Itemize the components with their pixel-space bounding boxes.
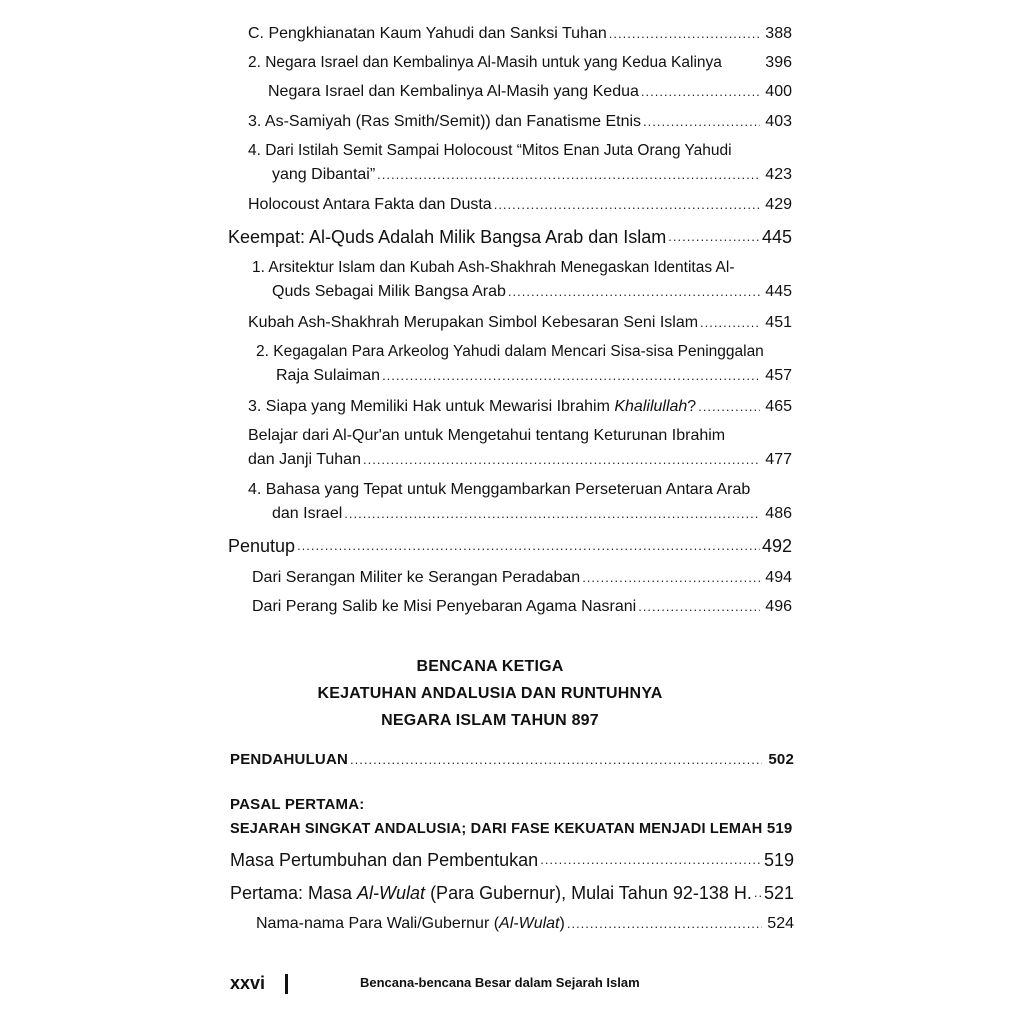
toc-entry-title: PENDAHULUAN	[230, 751, 349, 768]
toc-entry-title-suffix: ?	[687, 398, 697, 415]
toc-entry-page: 403	[765, 113, 792, 130]
toc-entry-title-line2: yang Dibantai”	[272, 166, 376, 183]
toc-entry	[230, 849, 794, 871]
toc-entry-page: 519	[766, 820, 793, 837]
toc-entry-title-suffix: )	[559, 915, 565, 932]
toc-entry-title: Dari Serangan Militer ke Serangan Peradaban	[252, 569, 581, 586]
toc-entry-title-italic: Khalilullah	[614, 398, 688, 415]
toc-entry-page: 445	[761, 227, 792, 247]
toc-entry-title: Negara Israel dan Kembalinya Al-Masih yang Kedua	[268, 83, 639, 100]
toc-entry	[248, 450, 792, 470]
toc-entry	[228, 535, 792, 557]
toc-entry-title-line1: 1. Arsitektur Islam dan Kubah Ash-Shakhrah Menegaskan Identitas Al-	[252, 259, 735, 276]
toc-entry	[230, 882, 794, 904]
toc-entry-title: 2. Negara Israel dan Kembalinya Al-Masih untuk yang Kedua Kalinya	[248, 54, 722, 71]
toc-entry-title-text: Pertama: Masa	[230, 883, 358, 903]
toc-entry	[248, 53, 792, 73]
toc-entry-title: 3. As-Samiyah (Ras Smith/Semit)) dan Fanatisme Etnis	[248, 113, 642, 130]
toc-entry	[248, 313, 792, 333]
toc-entry-title	[256, 914, 565, 934]
toc-entry-page: 400	[765, 83, 792, 100]
toc-leader-dots	[582, 568, 760, 588]
toc-entry-title-line1: 2. Kegagalan Para Arkeolog Yahudi dalam Mencari Sisa-sisa Peninggalan	[256, 343, 764, 360]
toc-leader-dots	[609, 24, 760, 44]
toc-entry-page: 496	[765, 598, 792, 615]
toc-entry-title-italic: Al-Wulat	[357, 883, 426, 903]
toc-entry	[248, 112, 792, 132]
toc-entry-title	[230, 882, 752, 904]
toc-entry	[248, 397, 792, 417]
toc-leader-dots	[344, 504, 760, 524]
toc-leader-dots	[638, 597, 760, 617]
toc-entry	[276, 366, 792, 386]
toc-entry-page: 519	[763, 850, 794, 870]
toc-entry-page: 494	[765, 569, 792, 586]
toc-leader-dots	[668, 226, 760, 248]
footer-divider	[285, 974, 288, 994]
toc-entry-page: 477	[765, 451, 792, 468]
toc-entry	[272, 165, 792, 185]
toc-entry-title: Masa Pertumbuhan dan Pembentukan	[230, 850, 539, 870]
section-heading-line1: BENCANA KETIGA	[416, 658, 564, 675]
toc-entry-page: 521	[763, 883, 794, 903]
toc-entry	[268, 82, 792, 102]
toc-entry-page: 423	[765, 166, 792, 183]
toc-entry-title-line1: 4. Dari Istilah Semit Sampai Holocoust “Mitos Enan Juta Orang Yahudi	[248, 142, 732, 159]
toc-leader-dots	[494, 195, 760, 215]
toc-leader-dots	[698, 397, 760, 417]
toc-entry	[230, 750, 794, 770]
toc-entry-page: 445	[765, 283, 792, 300]
chapter-label: PASAL PERTAMA:	[230, 796, 365, 813]
toc-entry-title: Penutup	[228, 536, 296, 556]
toc-entry	[248, 195, 792, 215]
toc-leader-dots	[363, 450, 760, 470]
toc-entry-page: 396	[765, 54, 792, 71]
toc-entry-page: 429	[765, 196, 792, 213]
toc-entry-title-text: 3. Siapa yang Memiliki Hak untuk Mewarisi Ibrahim	[248, 398, 615, 415]
toc-entry	[272, 504, 792, 524]
toc-entry-page: 492	[761, 536, 792, 556]
toc-entry-title-suffix: (Para Gubernur), Mulai Tahun 92-138 H.	[425, 883, 752, 903]
section-heading-line3: NEGARA ISLAM TAHUN 897	[381, 712, 599, 729]
toc-entry-title: Holocoust Antara Fakta dan Dusta	[248, 196, 492, 213]
footer-book-title: Bencana-bencana Besar dalam Sejarah Islam	[360, 975, 640, 990]
toc-leader-dots	[350, 750, 762, 770]
toc-entry-page: 388	[765, 25, 792, 42]
toc-entry-title: Kubah Ash-Shakhrah Merupakan Simbol Kebesaran Seni Islam	[248, 314, 699, 331]
chapter-title: SEJARAH SINGKAT ANDALUSIA; DARI FASE KEKUATAN MENJADI LEMAH	[230, 821, 763, 837]
toc-entry	[252, 568, 792, 588]
toc-entry-page: 486	[765, 505, 792, 522]
toc-entry	[228, 226, 792, 248]
toc-entry-page: 451	[765, 314, 792, 331]
toc-entry	[252, 597, 792, 617]
toc-entry-title-line2: Raja Sulaiman	[276, 367, 381, 384]
toc-leader-dots	[377, 165, 760, 185]
footer-page-number: xxvi	[230, 973, 266, 993]
toc-leader-dots	[567, 914, 762, 934]
toc-entry-title-text: Nama-nama Para Wali/Gubernur (	[256, 915, 500, 932]
toc-entry-title-line2: dan Israel	[272, 505, 343, 522]
toc-entry-title-line1: 4. Bahasa yang Tepat untuk Menggambarkan Perseteruan Antara Arab	[248, 481, 751, 498]
toc-entry-title: C. Pengkhianatan Kaum Yahudi dan Sanksi Tuhan	[248, 25, 607, 42]
toc-entry	[230, 819, 794, 839]
toc-leader-dots	[641, 82, 760, 102]
section-heading-line2: KEJATUHAN ANDALUSIA DAN RUNTUHNYA	[317, 685, 663, 702]
toc-entry-title-line2: Quds Sebagai Milik Bangsa Arab	[272, 283, 506, 300]
toc-leader-dots	[643, 112, 760, 132]
toc-entry-page: 457	[765, 367, 792, 384]
toc-entry-page: 524	[767, 915, 794, 932]
toc-entry-title-line1: Belajar dari Al-Qur'an untuk Mengetahui tentang Keturunan Ibrahim	[248, 427, 726, 444]
toc-entry-title: Keempat: Al-Quds Adalah Milik Bangsa Arab dan Islam	[228, 227, 667, 247]
toc-leader-dots	[754, 882, 762, 904]
toc-entry-page: 502	[768, 751, 794, 768]
toc-entry-title-line2: dan Janji Tuhan	[248, 451, 361, 468]
toc-entry-title-italic: Al-Wulat	[499, 915, 560, 932]
toc-entry-page: 465	[765, 398, 792, 415]
toc-leader-dots	[540, 849, 762, 871]
toc-leader-dots	[382, 366, 760, 386]
toc-entry-title	[248, 397, 696, 417]
toc-leader-dots	[297, 535, 760, 557]
toc-entry-title: Dari Perang Salib ke Misi Penyebaran Agama Nasrani	[252, 598, 637, 615]
toc-leader-dots	[700, 313, 760, 333]
toc-entry	[256, 914, 794, 934]
toc-entry	[248, 24, 792, 44]
toc-entry	[272, 282, 792, 302]
toc-leader-dots	[508, 282, 760, 302]
